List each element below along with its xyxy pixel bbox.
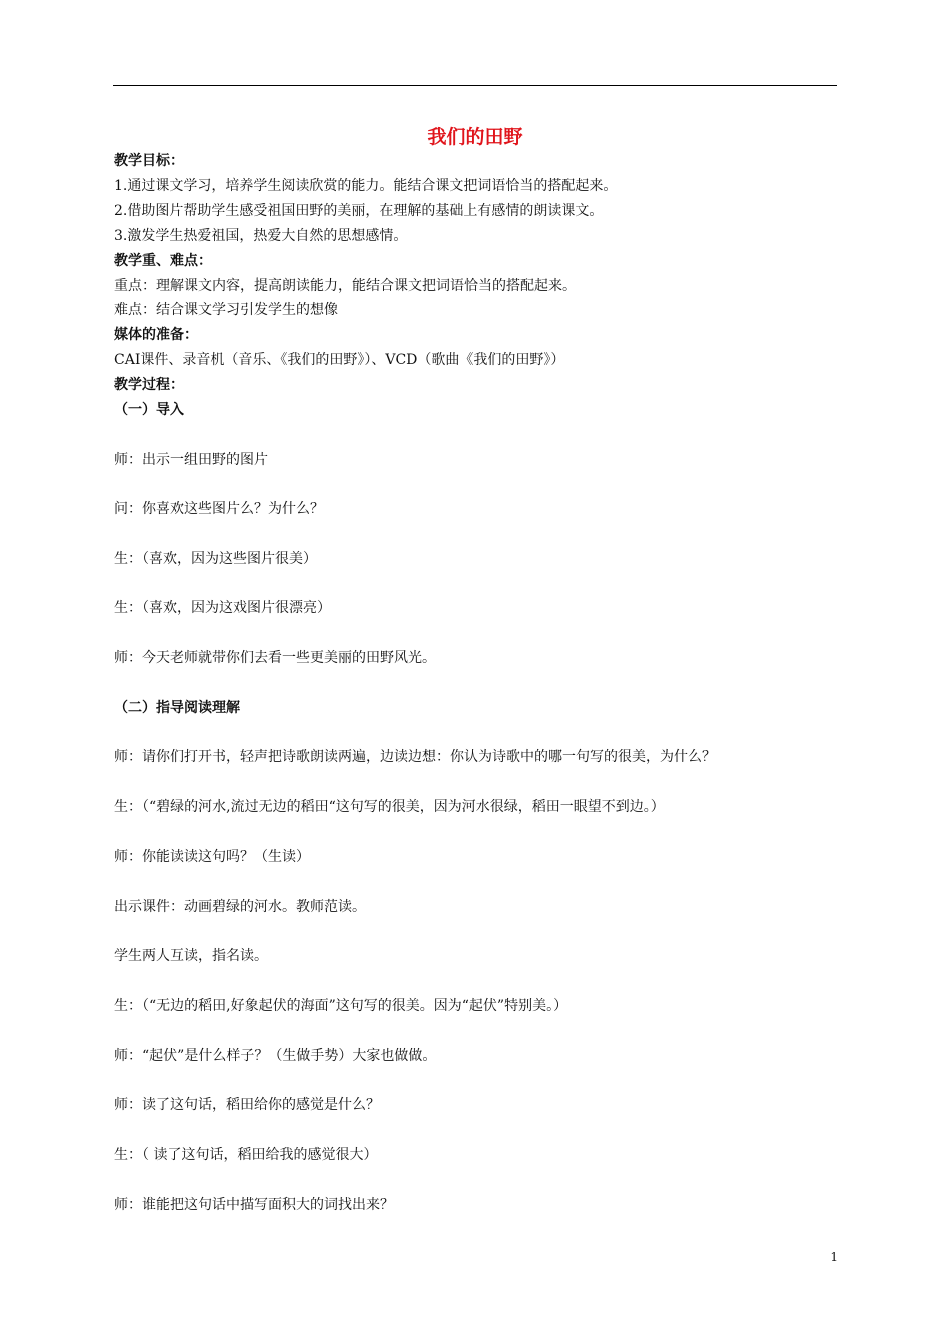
media-heading: 媒体的准备： <box>114 327 198 343</box>
dialogue-line: 生：（喜欢，因为这些图片很美） <box>114 551 317 567</box>
dialogue-line: 师：你能读读这句吗？（生读） <box>114 849 310 865</box>
process-heading: 教学过程： <box>114 377 184 393</box>
dialogue-line: 师：读了这句话，稻田给你的感觉是什么？ <box>114 1097 380 1113</box>
dialogue-line: 师：出示一组田野的图片 <box>114 452 268 468</box>
dialogue-line: 师：今天老师就带你们去看一些更美丽的田野风光。 <box>114 650 436 666</box>
objective-item: 1.通过课文学习，培养学生阅读欣赏的能力。能结合课文把词语恰当的搭配起来。 <box>114 178 618 194</box>
key-point-difficulty: 难点：结合课文学习引发学生的想像 <box>114 302 338 318</box>
objectives-heading: 教学目标： <box>114 153 184 169</box>
section-heading-intro: （一）导入 <box>114 402 184 418</box>
dialogue-line: 生：（“无边的稻田,好象起伏的海面”这句写的很美。因为“起伏”特别美。） <box>114 998 568 1014</box>
section-heading-reading: （二）指导阅读理解 <box>114 700 240 716</box>
dialogue-line: 师：“起伏”是什么样子？（生做手势）大家也做做。 <box>114 1048 437 1064</box>
dialogue-line: 出示课件：动画碧绿的河水。教师范读。 <box>114 899 366 915</box>
media-text: CAI课件、录音机（音乐、《我们的田野》）、VCD（歌曲《我们的田野》） <box>114 352 565 368</box>
header-rule <box>113 85 837 86</box>
dialogue-line: 学生两人互读，指名读。 <box>114 948 268 964</box>
key-points-heading: 教学重、难点： <box>114 253 212 269</box>
page-title: 我们的田野 <box>427 126 523 148</box>
dialogue-line: 师：谁能把这句话中描写面积大的词找出来？ <box>114 1197 394 1213</box>
objective-item: 3.激发学生热爱祖国，热爱大自然的思想感情。 <box>114 228 408 244</box>
dialogue-line: 师：请你们打开书，轻声把诗歌朗读两遍，边读边想：你认为诗歌中的哪一句写的很美，为什么？ <box>114 749 716 765</box>
dialogue-line: 生：（喜欢，因为这戏图片很漂亮） <box>114 600 331 616</box>
dialogue-line: 生：（ 读了这句话，稻田给我的感觉很大） <box>114 1147 378 1163</box>
dialogue-line: 生：（“碧绿的河水,流过无边的稻田“这句写的很美，因为河水很绿，稻田一眼望不到边。） <box>114 799 665 815</box>
objective-item: 2.借助图片帮助学生感受祖国田野的美丽，在理解的基础上有感情的朗读课文。 <box>114 203 604 219</box>
dialogue-line: 问：你喜欢这些图片么？为什么？ <box>114 501 324 517</box>
page-number: 1 <box>830 1250 838 1264</box>
key-point-focus: 重点：理解课文内容，提高朗读能力，能结合课文把词语恰当的搭配起来。 <box>114 278 576 294</box>
